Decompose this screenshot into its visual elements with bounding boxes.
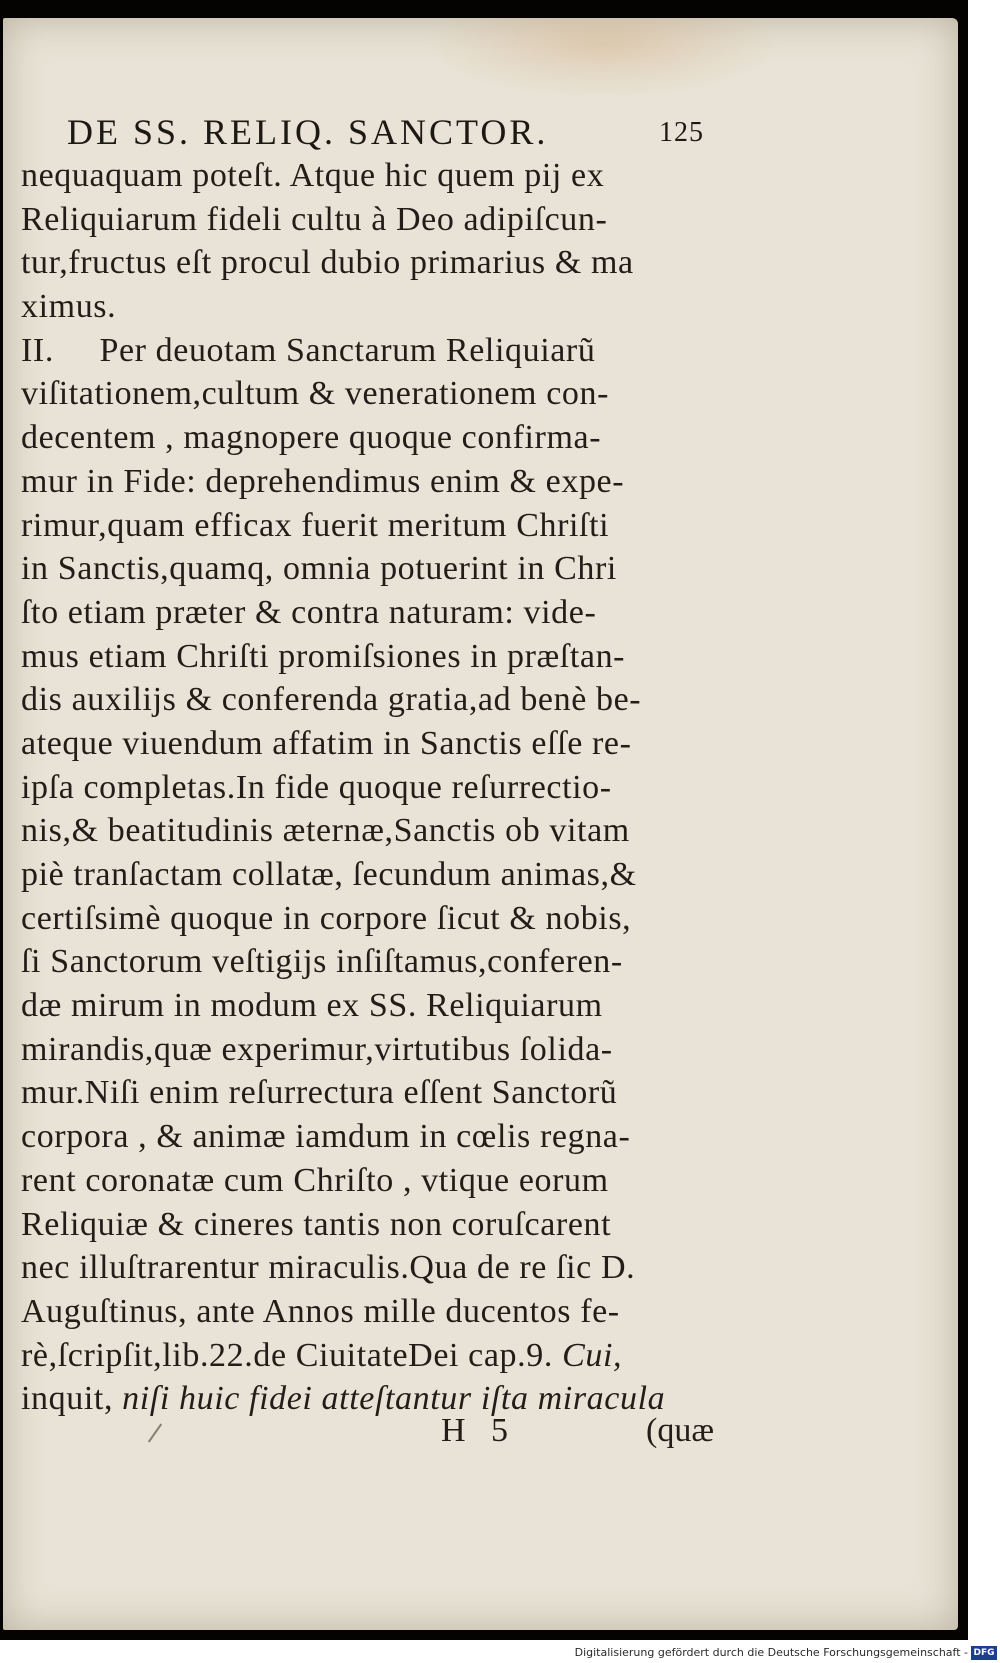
text-line: ſto etiam præter & contra naturam: vide-: [21, 593, 597, 631]
text-line: viſitationem,cultum & venerationem con-: [21, 375, 610, 413]
text-line-roman: rè,ſcripſit,lib.22.de CiuitateDei cap.9.: [21, 1336, 553, 1374]
page-footer: [21, 1412, 721, 1458]
funding-credit: Digitalisierung gefördert durch die Deutsche Forschungsgemeinschaft -: [574, 1646, 968, 1659]
text-line: tur,fructus eſt procul dubio primarius & ma: [21, 244, 634, 282]
text-line: piè tranſactam collatæ, ſecundum animas,&: [21, 856, 637, 893]
text-line: dæ mirum in modum ex SS. Reliquiarum: [21, 987, 603, 1025]
text-line: ximus.: [21, 288, 117, 326]
text-line-italic: Cui,: [562, 1336, 623, 1374]
credit-bar: [0, 1644, 1000, 1663]
text-line-with-italic: [21, 1334, 721, 1378]
text-line: mur in Fide: deprehendimus enim & expe-: [21, 462, 625, 500]
text-line: ſi Sanctorum veſtigijs inſiſtamus,conferen-: [21, 943, 623, 981]
ink-mark: [148, 1423, 162, 1442]
text-line: in Sanctis,quamq, omnia potuerint in Chri: [21, 550, 617, 588]
text-line: Reliquiarum fideli cultu à Deo adipiſcun-: [21, 200, 608, 238]
page-number: 125: [659, 117, 704, 148]
text-line-roman: inquit,: [21, 1380, 114, 1418]
text-line: certiſsimè quoque in corpore ſicut & nobis,: [21, 899, 632, 937]
text-line: dis auxilijs & conferenda gratia,ad benè be-: [21, 681, 642, 719]
catchword: (quæ: [646, 1412, 714, 1449]
text-line: decentem , magnopere quoque confirma-: [21, 419, 602, 457]
text-line: mus etiam Chriſti promiſsiones in præſtan-: [21, 637, 626, 675]
text-line: mur.Niſi enim reſurrectura eſſent Sanctorũ: [21, 1074, 618, 1112]
text-line: nis,& beatitudinis æternæ,Sanctis ob vitam: [21, 812, 630, 850]
text-line: corpora , & animæ iamdum in cœlis regna-: [21, 1118, 631, 1156]
body-text: [21, 154, 721, 1421]
text-line-italic: niſi huic fidei atteſtantur iſta miracula: [122, 1380, 666, 1418]
text-line: Reliquiæ & cineres tantis non coruſcarent: [21, 1205, 612, 1243]
text-line: Auguſtinus, ante Annos mille ducentos fe-: [21, 1292, 620, 1330]
dfg-logo-icon: DFG: [971, 1646, 997, 1660]
book-page: [3, 18, 958, 1630]
text-line: mirandis,quæ experimur,virtutibus ſolida-: [21, 1030, 613, 1068]
text-line: II. Per deuotam Sanctarum Reliquiarũ: [21, 331, 596, 369]
text-line: nec illuſtrarentur miraculis.Qua de re ſic D.: [21, 1249, 636, 1287]
text-line: rimur,quam efficax fuerit meritum Chriſti: [21, 506, 610, 544]
text-line: rent coronatæ cum Chriſto , vtique eorum: [21, 1161, 609, 1199]
text-line: ipſa completas.In fide quoque reſurrectio-: [21, 768, 612, 806]
running-head-title: DE SS. RELIQ. SANCTOR.: [67, 112, 549, 152]
text-line: ateque viuendum affatim in Sanctis eſſe re-: [21, 724, 632, 762]
signature-mark: H 5: [441, 1412, 509, 1449]
text-line: nequaquam poteſt. Atque hic quem pij ex: [21, 157, 605, 194]
